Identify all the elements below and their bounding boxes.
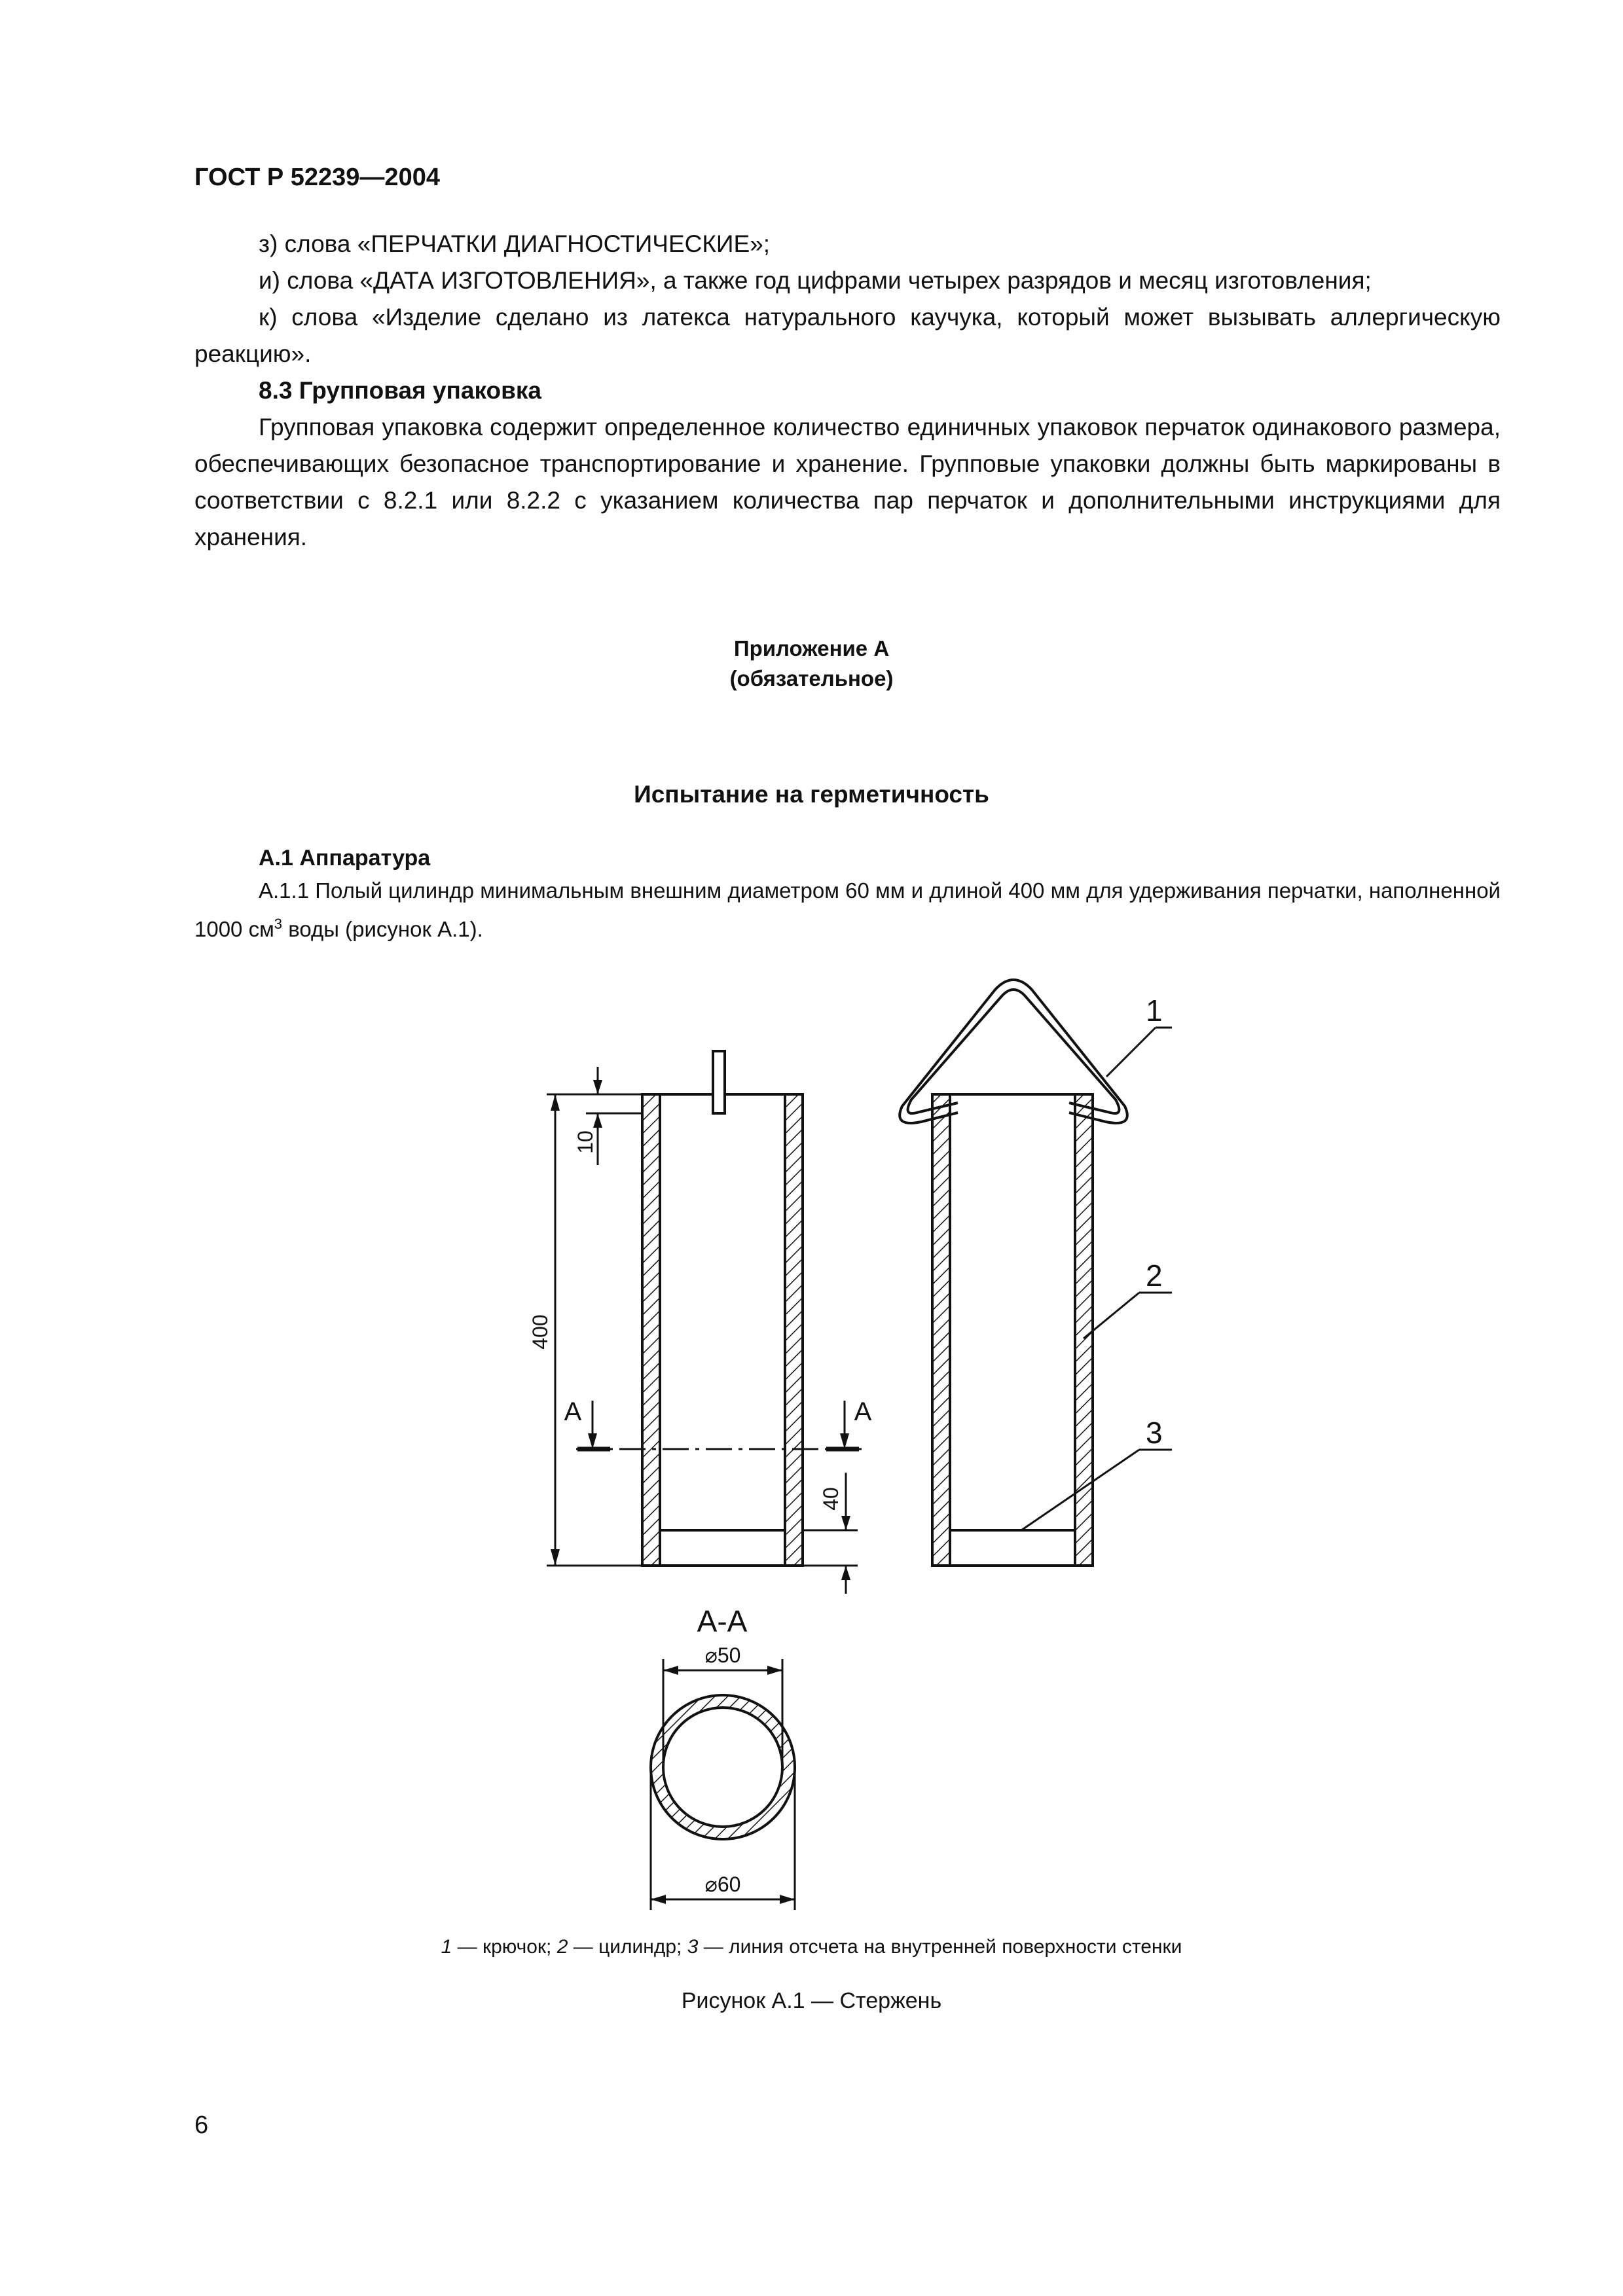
- legend-text: — цилиндр;: [568, 1936, 687, 1958]
- page-number: 6: [194, 2111, 209, 2139]
- section-title: А-А: [697, 1604, 748, 1638]
- dim-10-label: 10: [574, 1130, 597, 1154]
- legend-num: 1: [441, 1936, 452, 1958]
- dim-40-label: 40: [819, 1487, 843, 1511]
- document-header: ГОСТ Р 52239—2004: [194, 164, 440, 191]
- section-line: [576, 1401, 864, 1449]
- section-8-3-text: Групповая упаковка содержит определенное количество единичных упаковок перчаток одинакового размера, обеспечивающих безопасное транспортирование и хранение. Групповые упаковки должны быть маркированы в соответствии с 8.2.1 или 8.2.2 с указанием количества пар перчаток и дополнительными инструкциями для хранения.: [194, 414, 1501, 550]
- callout-3: 3: [1146, 1416, 1163, 1450]
- legend-num: 2: [556, 1936, 568, 1958]
- dia-50-label: ⌀50: [704, 1643, 741, 1667]
- legend-num: 3: [687, 1936, 699, 1958]
- annex-title: Испытание на герметичность: [634, 781, 989, 808]
- cross-section: [651, 1695, 795, 1839]
- section-mark-left: А: [564, 1397, 582, 1426]
- dim-400-label: 400: [528, 1314, 552, 1350]
- dimension-400: [547, 1094, 641, 1566]
- legend-text: — линия отсчета на внутренней поверхности стенки: [698, 1936, 1182, 1958]
- figure-legend: [0, 1936, 1623, 1958]
- section-heading-a1: А.1 Аппаратура: [259, 846, 431, 870]
- callout-2: 2: [1146, 1259, 1163, 1293]
- section-mark-right: А: [854, 1397, 872, 1426]
- section-heading-8-3: 8.3 Групповая упаковка: [259, 377, 541, 404]
- annex-status: (обязательное): [729, 666, 894, 691]
- figure-caption: Рисунок А.1 — Стержень: [681, 1988, 942, 2013]
- list-item: к) слова «Изделие сделано из латекса натурального каучука, который может вызывать аллергическую реакцию».: [194, 304, 1501, 367]
- dia-60-label: ⌀60: [704, 1873, 741, 1896]
- list-item: и) слова «ДАТА ИЗГОТОВЛЕНИЯ», а также год цифрами четырех разрядов и месяц изготовления;: [259, 267, 1372, 294]
- section-a1-text-main: А.1.1 Полый цилиндр минимальным внешним диаметром 60 мм и длиной 400 мм для удерживания перчатки, наполненной 1000 см: [194, 878, 1501, 941]
- list-item: з) слова «ПЕРЧАТКИ ДИАГНОСТИЧЕСКИЕ»;: [259, 230, 771, 257]
- cylinder-section-view: [642, 1051, 803, 1566]
- annex-label: Приложение А: [733, 636, 890, 660]
- callout-1: 1: [1146, 994, 1163, 1028]
- superscript: 3: [274, 916, 283, 932]
- section-a1-text-end: воды (рисунок А.1).: [282, 917, 483, 941]
- cylinder-with-hook: [932, 1094, 1093, 1566]
- legend-text: — крючок;: [452, 1936, 557, 1958]
